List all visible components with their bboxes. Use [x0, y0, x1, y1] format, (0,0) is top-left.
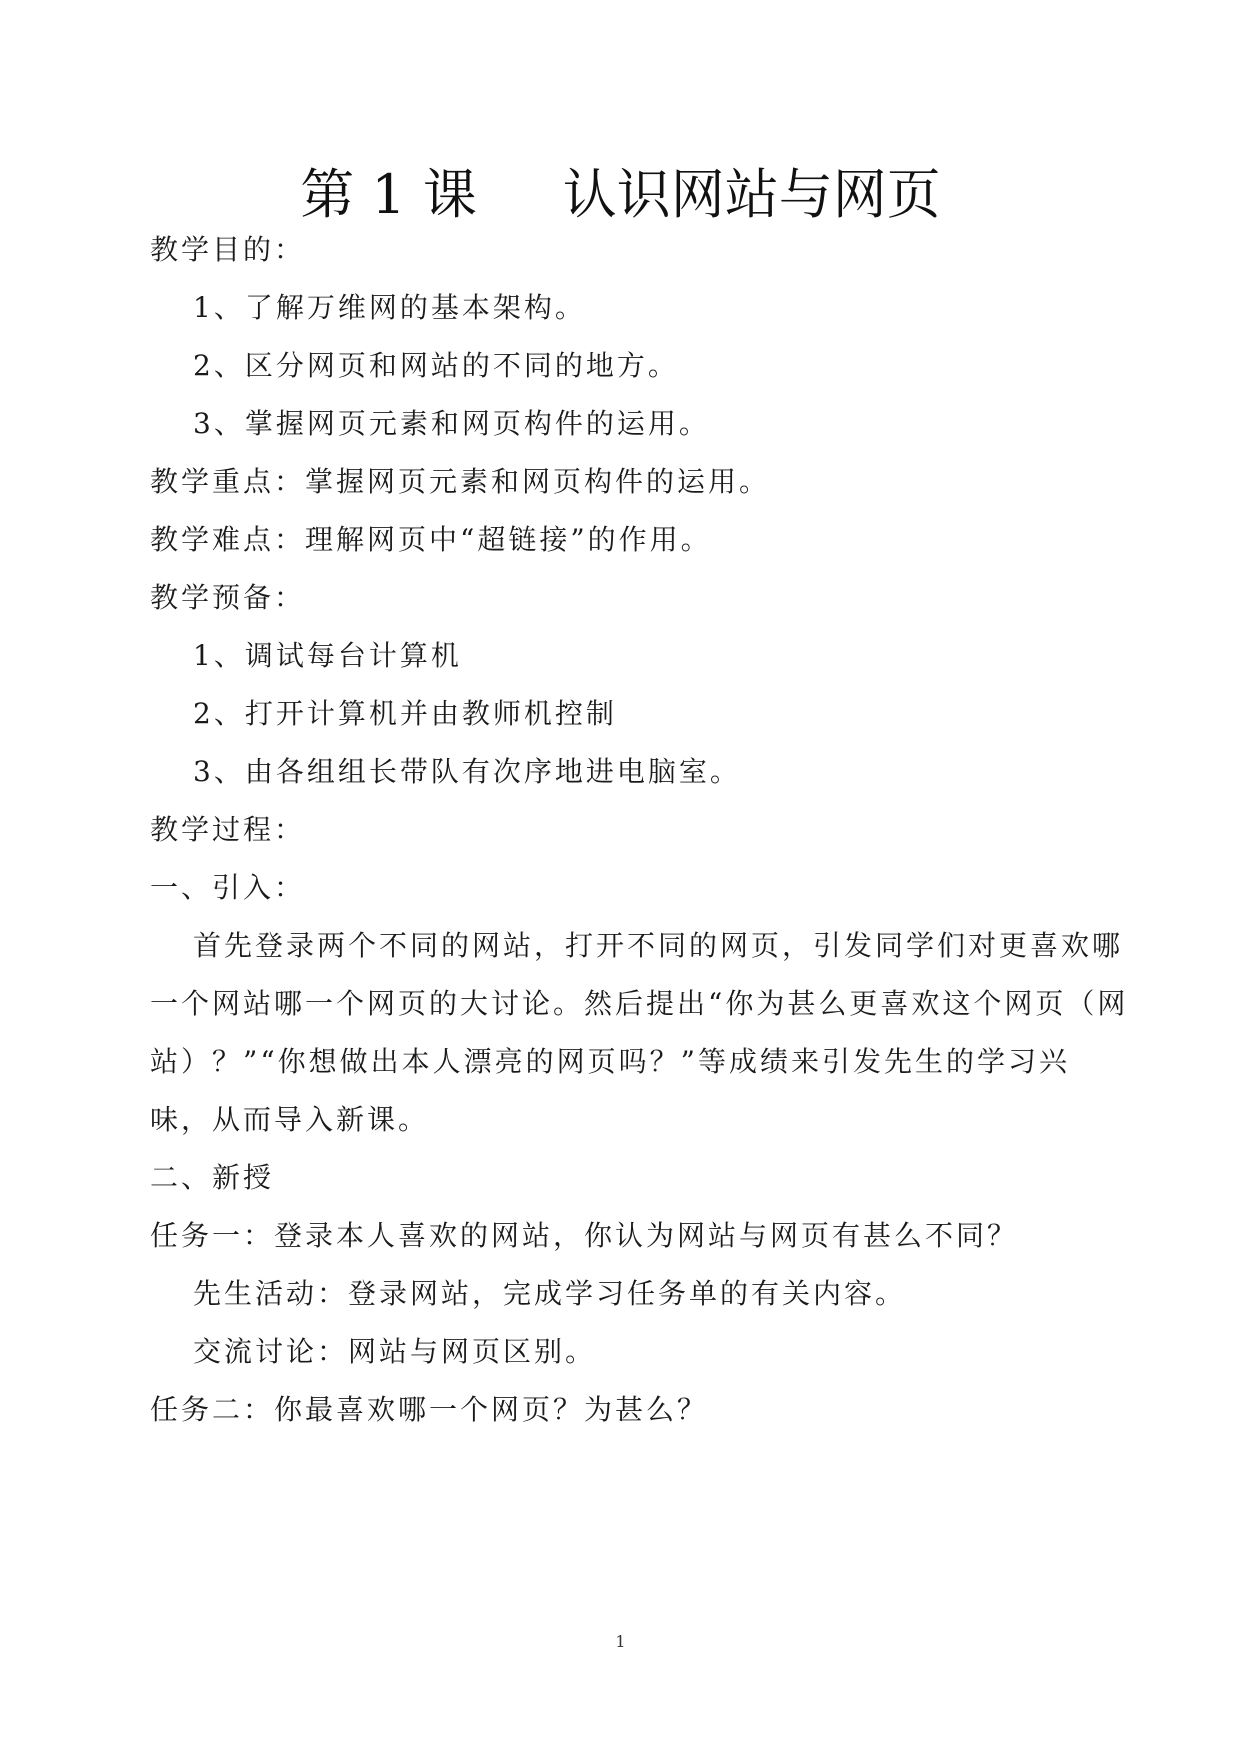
difficult-point: 教学难点：理解网页中“超链接”的作用。 [150, 523, 712, 556]
objective-item-1: 1、了解万维网的基本架构。 [193, 291, 586, 324]
page-number: 1 [615, 1632, 626, 1651]
objective-item-2: 2、区分网页和网站的不同的地方。 [193, 349, 679, 382]
preparation-item-3: 3、由各组组长带队有次序地进电脑室。 [193, 755, 741, 788]
section-new-lesson-heading: 二、新授 [150, 1161, 275, 1194]
objectives-heading: 教学目的： [150, 233, 306, 266]
intro-paragraph-line-3: 站）？”“你想做出本人漂亮的网页吗？”等成绩来引发先生的学习兴 [150, 1045, 1070, 1078]
intro-paragraph-line-2: 一个网站哪一个网页的大讨论。然后提出“你为甚么更喜欢这个网页（网 [150, 987, 1129, 1020]
student-activity: 先生活动：登录网站，完成学习任务单的有关内容。 [193, 1277, 907, 1310]
section-intro-heading: 一、引入： [150, 871, 306, 904]
lesson-title: 第 1 课 认识网站与网页 [300, 163, 941, 226]
task-one: 任务一：登录本人喜欢的网站，你认为网站与网页有甚么不同？ [150, 1219, 1019, 1252]
objective-item-3: 3、掌握网页元素和网页构件的运用。 [193, 407, 710, 440]
intro-paragraph-line-1: 首先登录两个不同的网站，打开不同的网页，引发同学们对更喜欢哪 [193, 929, 1124, 962]
process-heading: 教学过程： [150, 813, 306, 846]
preparation-item-2: 2、打开计算机并由教师机控制 [193, 697, 617, 730]
preparation-item-1: 1、调试每台计算机 [193, 639, 462, 672]
key-point: 教学重点：掌握网页元素和网页构件的运用。 [150, 465, 771, 498]
task-two: 任务二：你最喜欢哪一个网页？为甚么？ [150, 1393, 709, 1426]
preparation-heading: 教学预备： [150, 581, 306, 614]
intro-paragraph-line-4: 味，从而导入新课。 [150, 1103, 430, 1136]
discussion: 交流讨论：网站与网页区别。 [193, 1335, 597, 1368]
